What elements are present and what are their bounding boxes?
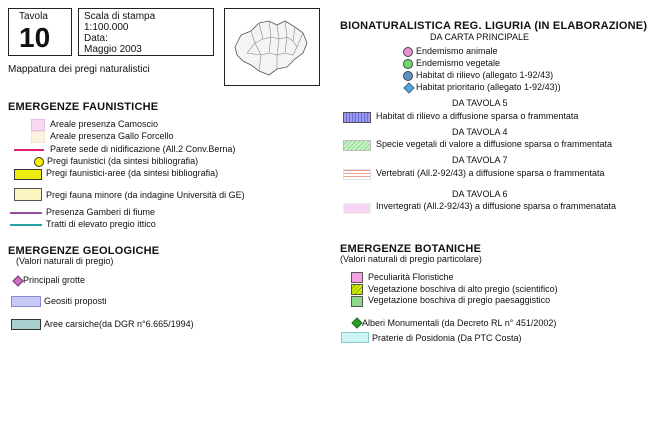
scale-line1: Scala di stampa bbox=[84, 11, 156, 22]
tavola7-label: Vertebrati (All.2-92/43) a diffusione sparsa o frammentata bbox=[376, 168, 605, 178]
endemismo-vegetale-label: Endemismo vegetale bbox=[416, 58, 501, 68]
tavola5-label: Habitat di rilievo a diffusione sparsa o frammentata bbox=[376, 111, 579, 121]
tavola7-heading: DA TAVOLA 7 bbox=[452, 155, 508, 165]
aree-carsiche-label: Aree carsiche(da DGR n°6.665/1994) bbox=[44, 319, 194, 329]
endemismo-vegetale-marker-icon bbox=[403, 59, 413, 69]
date-value: Maggio 2003 bbox=[84, 44, 142, 55]
paesaggistico-swatch bbox=[351, 296, 363, 307]
gamberi-line bbox=[10, 212, 42, 214]
fauna-minore-label: Pregi fauna minore (da indagine Università di GE) bbox=[46, 190, 245, 200]
main-title: BIONATURALISTICA REG. LIGURIA (IN ELABORAZIONE) bbox=[340, 20, 648, 32]
tavola-box bbox=[8, 8, 72, 56]
posidonia-swatch bbox=[341, 332, 369, 343]
tavola-label: Tavola bbox=[19, 11, 48, 22]
alberi-monumentali-diamond-icon bbox=[351, 317, 362, 328]
geologiche-subtitle: (Valori naturali di pregio) bbox=[16, 256, 114, 266]
pregi-faunistici-aree-label: Pregi faunistici-aree (da sintesi bibliografia) bbox=[46, 168, 219, 178]
liguria-map-icon bbox=[225, 9, 319, 85]
aree-carsiche-swatch bbox=[11, 319, 41, 330]
faunistiche-title: EMERGENZE FAUNISTICHE bbox=[8, 101, 159, 113]
tavola5-heading: DA TAVOLA 5 bbox=[452, 98, 508, 108]
grotte-diamond-icon bbox=[12, 275, 23, 286]
tavola4-heading: DA TAVOLA 4 bbox=[452, 127, 508, 137]
peculiarita-label: Peculiarità Floristiche bbox=[368, 272, 454, 282]
scale-box bbox=[78, 8, 214, 56]
geologiche-title: EMERGENZE GEOLOGICHE bbox=[8, 245, 160, 257]
botaniche-subtitle: (Valori naturali di pregio particolare) bbox=[340, 254, 482, 264]
gallo-forcello-label: Areale presenza Gallo Forcello bbox=[50, 131, 174, 141]
tavola-number: 10 bbox=[19, 22, 51, 53]
fauna-minore-swatch bbox=[14, 188, 42, 201]
pregio-ittico-line bbox=[10, 224, 42, 226]
scale-line2: 1:100.000 bbox=[84, 22, 129, 33]
pregi-faunistici-marker-icon bbox=[34, 157, 44, 167]
tavola7-swatch bbox=[343, 169, 371, 180]
tavola4-label: Specie vegetali di valore a diffusione sparsa o frammentata bbox=[376, 139, 612, 149]
endemismo-animale-marker-icon bbox=[403, 47, 413, 57]
pregi-faunistici-aree-swatch bbox=[14, 169, 42, 180]
tavola6-label: Invertegrati (All.2-92/43) a diffusione sparsa o frammenatata bbox=[376, 201, 616, 211]
alto-pregio-label: Vegetazione boschiva di alto pregio (scientifico) bbox=[368, 284, 558, 294]
tavola5-swatch bbox=[343, 112, 371, 123]
camoscio-label: Areale presenza Camoscio bbox=[50, 119, 159, 129]
paesaggistico-label: Vegetazione boschiva di pregio paesaggistico bbox=[368, 295, 551, 305]
main-subtitle: DA CARTA PRINCIPALE bbox=[430, 32, 530, 42]
tavola4-swatch bbox=[343, 140, 371, 151]
tavola6-heading: DA TAVOLA 6 bbox=[452, 189, 508, 199]
pregio-ittico-label: Tratti di elevato pregio ittico bbox=[46, 219, 156, 229]
camoscio-swatch bbox=[31, 119, 45, 131]
habitat-prioritario-label: Habitat prioritario (allegato 1-92/43)) bbox=[416, 82, 561, 92]
pregi-faunistici-label: Pregi faunistici (da sintesi bibliografia) bbox=[47, 156, 199, 166]
grotte-label: Principali grotte bbox=[23, 275, 86, 285]
nidificazione-line bbox=[14, 149, 44, 151]
alto-pregio-swatch bbox=[351, 284, 363, 295]
page-subtitle: Mappatura dei pregi naturalistici bbox=[8, 64, 150, 75]
alberi-monumentali-label: Alberi Monumentali (da Decreto RL n° 451/2002) bbox=[362, 318, 557, 328]
map-thumbnail bbox=[224, 8, 320, 86]
endemismo-animale-label: Endemismo animale bbox=[416, 46, 498, 56]
botaniche-title: EMERGENZE BOTANICHE bbox=[340, 243, 482, 255]
date-label: Data: bbox=[84, 33, 108, 44]
nidificazione-label: Parete sede di nidificazione (All.2 Conv.Berna) bbox=[50, 144, 236, 154]
peculiarita-swatch bbox=[351, 272, 363, 283]
geositi-label: Geositi proposti bbox=[44, 296, 107, 306]
geositi-swatch bbox=[11, 296, 41, 307]
habitat-rilievo-marker-icon bbox=[403, 71, 413, 81]
gamberi-label: Presenza Gamberi di fiume bbox=[46, 207, 156, 217]
habitat-rilievo-label: Habitat di rilievo (allegato 1-92/43) bbox=[416, 70, 554, 80]
gallo-forcello-swatch bbox=[31, 131, 45, 143]
posidonia-label: Praterie di Posidonia (Da PTC Costa) bbox=[372, 333, 522, 343]
tavola6-swatch bbox=[343, 203, 371, 214]
habitat-prioritario-diamond-icon bbox=[403, 82, 414, 93]
